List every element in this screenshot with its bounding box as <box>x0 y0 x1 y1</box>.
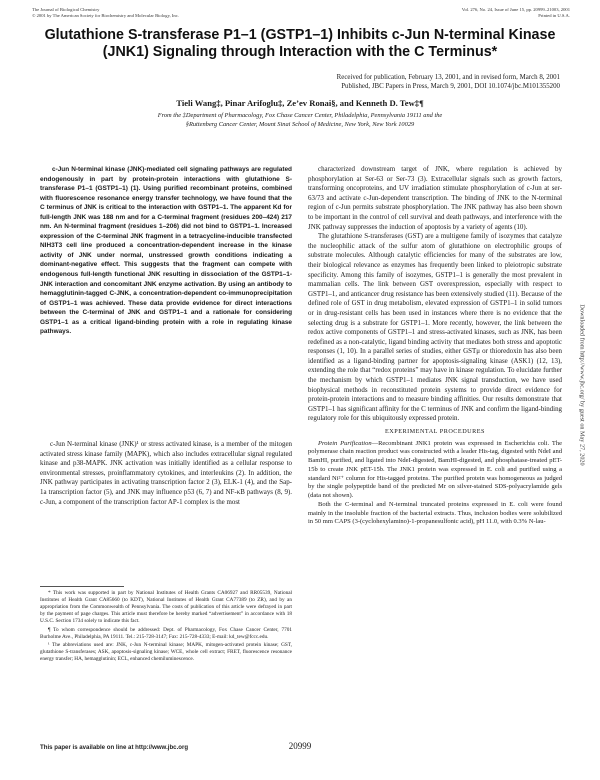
journal-name: The Journal of Biological Chemistry <box>32 7 100 12</box>
footnotes <box>40 590 292 665</box>
article-title: Glutathione S-transferase P1–1 (GSTP1–1) Inhibits c-Jun N-terminal Kinase (JNK1) Signaling through Interaction with the C Terminus* <box>44 27 556 60</box>
abstract: c-Jun N-terminal kinase (JNK)-mediated cell signaling pathways are regulated endogenously in part by protein-protein interactions with glutathione S-transferase P1–1 (GSTP1–1) (1). Using purified recombinant proteins, combined with fluorescence resonance energy transfer technology, we have found that the C terminus of JNK is critical to the interaction with GSTP1–1. The apparent Kd for full-length JNK was 188 nm and for a C-terminal fragment (residues 200–424) 217 nm. An N-terminal fragment (residues 1–206) did not bind to GSTP1–1. Increased expression of the C-terminal JNK fragment in a tetracycline-inducible transfected NIH3T3 cell line produced a concentration-dependent increase in the kinase activity of JNK under normal, unstressed growth conditions indicating a dominant-negative effect. This suggests that the fragment can compete with endogenous full-length functional JNK resulting in dissociation of the GSTP1–1-JNK interaction and concomitant JNK enzyme activation. By using an antibody to hemagglutinin-tagged C-JNK, a concentration-dependent co-immunoprecipitation of GSTP1–1 was achieved. These data provide evidence for direct interactions between the C-terminal of JNK and GSTP1–1 and a rationale for considering GSTP1–1 as a critical ligand-binding protein with a role in regulating kinase pathways. <box>40 166 292 336</box>
received-date: Received for publication, February 13, 2001, and in revised form, March 8, 2001 <box>336 74 560 81</box>
printed-in: Printed in U.S.A. <box>538 12 570 18</box>
page-number: 20999 <box>288 741 312 751</box>
volume-info: Vol. 276, No. 24, Issue of June 15, pp. 20999–21003, 2001 <box>461 7 570 12</box>
introduction-paragraph: c-Jun N-terminal kinase (JNK)¹ or stress activated kinase, is a member of the mitogen activated stress kinase family (MAPK), which also includes extracellular signal regulated kinase and p38-MAPK. JNK activation was initially identified as a cellular response to environmental stresses, proinflammatory cytokines, and interleukins (2). In addition, the JNK pathway participates in activating transcription factor 2 (3), ELK-1 (4), and the Sap-1a transcription factor (5), and JNK may influence p53 (6, 7) and NF-κB pathways (8, 9). c-Jun, a component of the transcription factor AP-1 complex is the most <box>40 440 292 506</box>
footnote-funding: * This work was supported in part by National Institutes of Health Grants CA06927 and RR05539, National Institutes of Health Grant CA85660 (to KDT), National Institutes of Health Grant CA77389 (to ZR), and by an appropriation from the Commonwealth of Pennsylvania. The costs of publication of this article were defrayed in part by the payment of page charges. This article must therefore be hereby marked “advertisement” in accordance with 18 U.S.C. Section 1734 solely to indicate this fact. <box>40 590 292 624</box>
footnote-divider <box>40 586 124 587</box>
author-list: Tieli Wang‡, Pinar Arifoglu‡, Ze’ev Ronai§, and Kenneth D. Tew‡¶ <box>176 98 424 108</box>
availability-note: This paper is available on line at http://www.jbc.org <box>40 744 189 751</box>
download-watermark: Downloaded from http://www.jbc.org/ by guest on May 27, 2020 <box>578 304 586 466</box>
right-column <box>308 165 562 527</box>
affiliations <box>40 112 560 129</box>
publication-history <box>170 73 560 91</box>
published-doi: Published, JBC Papers in Press, March 9, 2001, DOI 10.1074/jbc.M101355200 <box>341 83 560 90</box>
affiliation-line: §Ruttenberg Cancer Center, Mount Sinai School of Medicine, New York, New York 10029 <box>185 120 415 128</box>
affiliation-line: From the ‡Department of Pharmacology, Fox Chase Cancer Center, Philadelphia, Pennsylvania 19111 and the <box>157 112 443 119</box>
methods-paragraph <box>308 440 562 501</box>
running-header-right <box>462 7 570 18</box>
methods-text: —Recombinant JNK1 protein was expressed in Escherichia coli. The polymerase chain reaction product was constructed with a leader His-tag, digested with NdeI and BamHI, purified, and ligated into NdeI-digested, BamHI-digested, and phosphatase-treated pET-15b to create JNK pET-15b. The JNK1 protein was expressed in E. coli and purified using a standard Ni²⁺ column for His-tagged proteins. The purified protein was homogeneous as judged by the single polypeptide band of the predicted Mr on silver-stained SDS-polyacrylamide gels (data not shown). <box>308 439 562 500</box>
section-heading: EXPERIMENTAL PROCEDURES <box>385 428 485 436</box>
body-paragraph: The glutathione S-transferases (GST) are a multigene family of isozymes that catalyze the nucleophilic attack of the sulfur atom of glutathione on electrophilic groups of substrate molecules. Although catalytic efficiencies for many of the substrates are low, their biological relevance as enzymes has frequently been linked to pleiotropic substrate specificity. Among this family of isozymes, GSTP1–1 is generally the most prevalent in mammalian cells. The link between GST overexpression, especially with respect to GSTP1–1, and anticancer drug resistance has been extensively studied (11). Because of the defined role of GST in drug metabolism, elevated expression of GSTP1–1 in solid tumors or in drug-resistant cells has been used in instances where there is no evidence that the selecting drug is a substrate for GSTP1–1. More recently, however, the link between the redox active components of GSTP1–1 and stress-activated kinases, such as JNK, has been redefined as a non-catalytic, ligand binding activity that mediates both stress and apoptotic responses (1, 10). In a parallel series of studies, either GSTμ or thioredoxin has also been identified as a ligand-binding partner for apoptosis-signaling kinase (ASK1) (12, 13), extending the role that “redox proteins” may have in kinase regulation. To elucidate further the mechanism by which GSTP1–1 mediates JNK signal transduction, we have used biophysical methods in reconstituted protein systems to provide direct evidence for protein-protein interactions and to measure binding affinities. Our results demonstrate that GSTP1–1 has significant affinity for the C terminus of JNK and confirm the ligand-binding regulatory role for this ubiquitously expressed protein. <box>308 232 563 423</box>
footnote-correspondence: ¶ To whom correspondence should be addressed: Dept. of Pharmacology, Fox Chase Cancer Center, 7701 Burholme Ave., Philadelphia, PA 19111. Tel.: 215-728-3147; Fax: 215-728-4333; E-mail: kd_tew@fccc.edu. <box>40 626 292 640</box>
subsection-runin: Protein Purification <box>318 439 372 447</box>
methods-paragraph: Both the C-terminal and N-terminal truncated proteins expressed in E. coli were found mainly in the insoluble fraction of the bacterial extracts. Thus, inclusion bodies were solubilized in 50 mm CAPS (3-(cyclohexylamino)-1-propanesulfonic acid), pH 11.0, with 0.3% N-lau- <box>308 500 562 526</box>
body-paragraph: characterized downstream target of JNK, where regulation is achieved by phosphorylation at Ser-63 or Ser-73 (3). Extracellular signals such as growth factors, transforming oncoproteins, and UV irradiation stimulate phosphorylation of c-Jun at ser-63/73 and activate c-Jun-dependent transcription. The binding of JNK to the N-terminal region of c-Jun permits substrate phosphorylation. The JNK pathway has also been shown to be important in the control of cell survival and death pathways, and interference with the JNK pathway suppresses the induction of apoptosis by a variety of agents (10). <box>308 165 562 231</box>
running-header-left <box>32 7 179 18</box>
footnote-abbreviations: ¹ The abbreviations used are: JNK, c-Jun N-terminal kinase; MAPK, mitogen-activated protein kinase; GST, glutathione S-transferases; ASK, apoptosis-signaling kinase; WCE, whole cell extract; FRET, fluorescence resonance energy transfer; HA, hemagglutinin; ECL, enhanced chemiluminescence. <box>40 642 292 662</box>
copyright-line: © 2001 by The American Society for Biochemistry and Molecular Biology, Inc. <box>32 12 179 18</box>
